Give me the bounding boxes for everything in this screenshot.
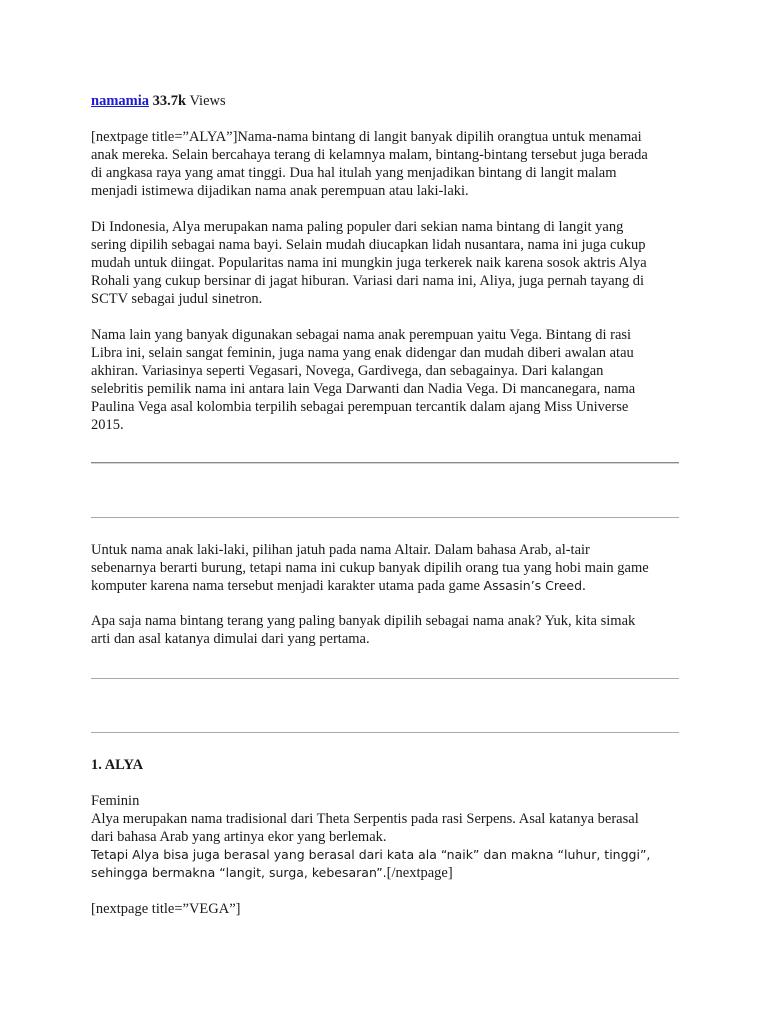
paragraph-vega bbox=[91, 326, 681, 434]
paragraph-vega-text: Nama lain yang banyak digunakan sebagai nama anak perempuan yaitu Vega. Bintang di rasi Libra ini, selain sangat feminin, juga nama yang enak didengar dan mudah diberi awalan atau akhiran. Variasinya seperti Vegasari, Novega, Gardivega, dan sebagainya. Dari kalangan selebritis pemilik nama ini antara lain Vega Darwanti dan Nadia Vega. Di mancanegara, nama Paulina Vega asal kolombia terpilih sebagai perempuan tercantik dalam ajang Miss Universe 2015. bbox=[91, 327, 636, 433]
views-label: Views bbox=[189, 93, 226, 109]
paragraph-altair bbox=[91, 541, 681, 595]
divider bbox=[91, 462, 679, 464]
section-body-extra bbox=[91, 846, 681, 882]
divider bbox=[91, 517, 679, 518]
section-tag: Feminin bbox=[91, 793, 140, 809]
section-heading: 1. ALYA bbox=[91, 757, 144, 773]
section-body: Alya merupakan nama tradisional dari Theta Serpentis pada rasi Serpens. Asal katanya berasal dari bahasa Arab yang artinya ekor yang berlemak. bbox=[91, 811, 639, 845]
paragraph-altair-end: . bbox=[582, 578, 586, 594]
section-body-extra-text: Tetapi Alya bisa juga berasal yang berasal dari kata ala “naik” dan makna “luhur, tinggi”, sehingga bermakna “langit, surga, kebesaran”. bbox=[91, 847, 651, 880]
article-meta bbox=[91, 92, 226, 110]
paragraph-alya-popularity: Di Indonesia, Alya merupakan nama paling populer dari sekian nama bintang di langit yang sering dipilih sebagai nama bayi. Selain mudah diucapkan lidah nusantara, nama ini juga cukup mudah untuk diingat. Popularitas nama ini mungkin juga terkerek naik karena sosok aktris Alya Rohali yang cukup bersinar di jagat hiburan. Variasi dari nama ini, Aliya, juga pernah tayang di SCTV sebagai judul sinetron. bbox=[91, 219, 647, 307]
divider bbox=[91, 732, 679, 733]
author-link[interactable]: namamia bbox=[91, 93, 149, 109]
divider bbox=[91, 678, 679, 679]
paragraph-question: Apa saja nama bintang terang yang paling banyak dipilih sebagai nama anak? Yuk, kita simak arti dan asal katanya dimulai dari yang pertama. bbox=[91, 613, 636, 647]
paragraph-intro: [nextpage title=”ALYA”]Nama-nama bintang di langit banyak dipilih orangtua untuk menamai anak mereka. Selain bercahaya terang di kelamnya malam, bintang-bintang tersebut juga berada di angkasa raya yang amat tinggi. Dua hal itulah yang menjadikan bintang di langit malam menjadi istimewa dijadikan nama anak perempuan atau laki-laki. bbox=[91, 129, 648, 199]
nextpage-tag: [nextpage title=”VEGA”] bbox=[91, 901, 241, 917]
nextpage-close-tag: [/nextpage] bbox=[386, 865, 453, 881]
game-title: Assasin’s Creed bbox=[483, 578, 583, 593]
views-count: 33.7k bbox=[152, 93, 187, 109]
paragraph-altair-text: Untuk nama anak laki-laki, pilihan jatuh pada nama Altair. Dalam bahasa Arab, al-tair sebenarnya berarti burung, tetapi nama ini cukup banyak dipilih orang tua yang hobi main game komputer karena nama tersebut menjadi karakter utama pada game bbox=[91, 542, 649, 594]
